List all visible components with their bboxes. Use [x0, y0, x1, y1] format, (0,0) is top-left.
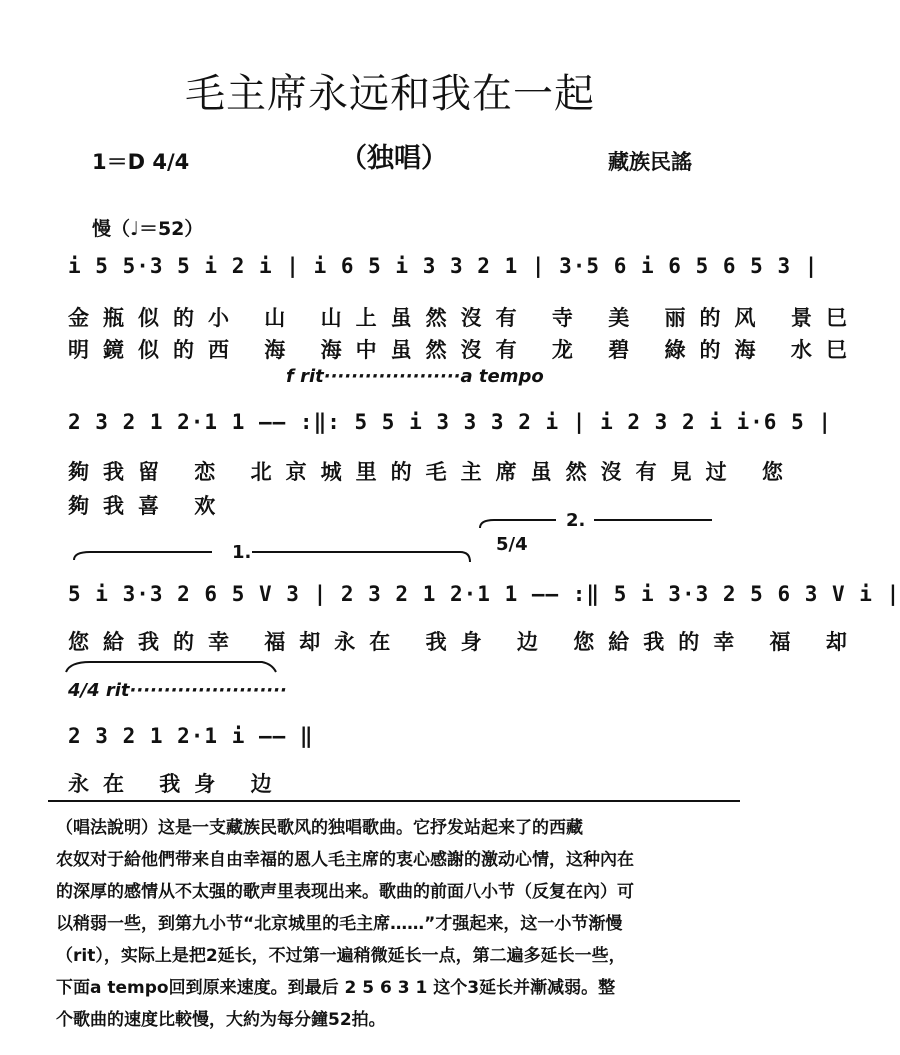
notation-line-1: i 5 5·3 5 i 2 i | i 6 5 i 3 3 2 1 | 3·5 6 i 6 5 6 5 3 | — [68, 254, 819, 278]
separator-rule — [48, 800, 740, 802]
rit-slur — [66, 662, 276, 672]
volta-1-label: 1. — [232, 542, 252, 563]
notes-line-7: 个歌曲的速度比較慢，大約为每分鐘52拍。 — [56, 1010, 386, 1030]
volta-2-label: 2. — [566, 510, 586, 531]
lyric-line-1a: 金瓶似的小 山 山上虽然沒有 寺 美 丽的风 景巳 — [68, 306, 861, 330]
notes-line-1: （唱法說明）这是一支藏族民歌风的独唱歌曲。它抒发站起来了的西藏 — [56, 818, 583, 838]
notation-line-2: 2 3 2 1 2·1 1 —— :‖: 5 5 i 3 3 3 2 i | i 2 3 2 i i·6 5 | — [68, 410, 833, 434]
volta-1-line-end — [252, 552, 470, 562]
lyric-line-2b: 夠我喜 欢 — [68, 494, 230, 518]
notes-line-5: （rit），实际上是把2延长，不过第一遍稍微延长一点，第二遍多延长一些， — [56, 946, 626, 966]
song-title: 毛主席永远和我在一起 — [185, 71, 595, 117]
song-subtitle: （独唱） — [340, 143, 448, 174]
song-source: 藏族民謠 — [608, 150, 692, 174]
volta-1-line — [74, 552, 212, 560]
notes-line-6: 下面a tempo回到原来速度。到最后 2 5 6 3 1 这个3延长并漸减弱。整 — [56, 978, 616, 998]
notes-line-3: 的深厚的感情从不太强的歌声里表现出来。歌曲的前面八小节（反复在內）可 — [56, 882, 634, 902]
lyric-line-2a: 夠我留 恋 北京城里的毛主席虽然沒有見过 您 — [68, 460, 797, 484]
tempo-marking: 慢（♩＝52） — [92, 218, 204, 240]
key-signature: 1＝D 4/4 — [92, 150, 190, 174]
lyric-line-3: 您給我的幸 福却永在 我身 边 您給我的幸 福 却 — [68, 630, 861, 654]
notes-line-2: 农奴对于給他們带来自由幸福的恩人毛主席的衷心感謝的激动心情，这种內在 — [56, 850, 634, 870]
performance-notes — [56, 812, 740, 1036]
lyric-line-1b: 明鏡似的西 海 海中虽然沒有 龙 碧 綠的海 水巳 — [68, 338, 861, 362]
rit-marking-2: 4/4 rit······················· — [68, 680, 287, 701]
notes-line-4: 以稍弱一些，到第九小节“北京城里的毛主席……”才强起来，这一小节渐慢 — [56, 914, 623, 934]
volta-2-line — [480, 520, 556, 528]
notation-line-4: 2 3 2 1 2·1 i —— ‖ — [68, 724, 314, 748]
time-change-5-4: 5/4 — [496, 534, 528, 555]
lyric-line-4: 永在 我身 边 — [68, 772, 286, 796]
rit-marking-1: f rit····················a tempo — [286, 366, 544, 387]
notation-line-3: 5 i 3·3 2 6 5 V 3 | 2 3 2 1 2·1 1 —— :‖ 5 i 3·3 2 5 6 3 V i | — [68, 582, 900, 606]
